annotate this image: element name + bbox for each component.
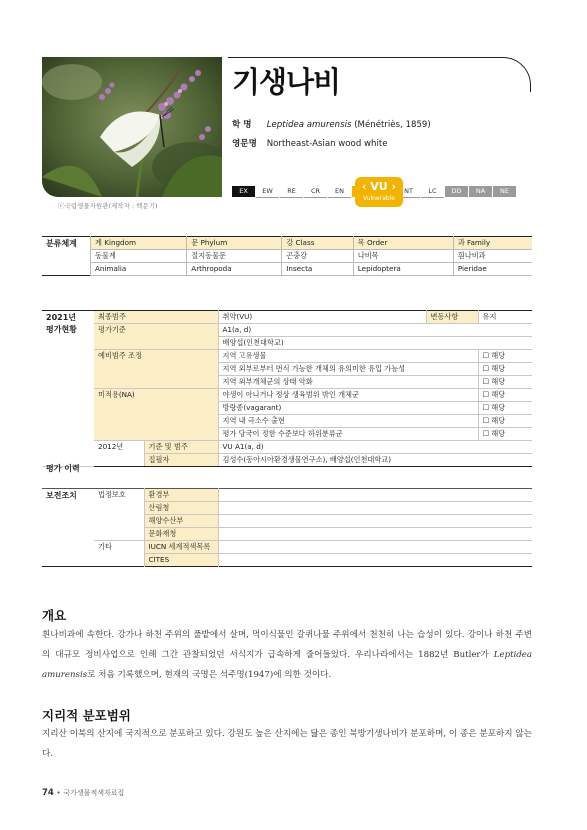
final-category-label: 최종범주: [94, 311, 218, 324]
overview-text-sci: Leptidea amurensis: [42, 650, 532, 680]
criteria-value: A1(a, d): [218, 324, 532, 337]
other-cites: CITES: [144, 554, 218, 567]
adjust-item-3: 지역 외부개체군의 상태 악화: [218, 376, 478, 389]
protection-label: 보전조치: [46, 491, 77, 500]
photo-credit: ⓒ국립생물자원관(제작자 : 백문기): [58, 202, 158, 210]
overview-heading: 개요: [42, 608, 67, 623]
assessment-year: 2021년: [46, 313, 76, 322]
status-re: RE: [280, 186, 303, 198]
tax-header-class: 강 Class: [282, 237, 353, 250]
tax-header-kingdom: 계 Kingdom: [91, 237, 187, 250]
book-title: 국가생물적색자료집: [63, 789, 125, 797]
history-label: 평가 이력: [46, 464, 80, 473]
status-lc: LC: [421, 186, 444, 198]
assessor-value: 배양섭(인천대학교): [218, 337, 532, 350]
tax-family-ko: 흰나비과: [453, 250, 532, 263]
na-item-3: 지역 내 극소수 출현: [218, 415, 478, 428]
scientific-name: Leptidea amurensis: [266, 120, 352, 130]
english-name-label: 영문명: [232, 139, 257, 149]
legal-forest-value: [218, 502, 532, 515]
legal-ocean: 해양수산부: [144, 515, 218, 528]
na-check-3[interactable]: ☐ 해당: [478, 415, 532, 428]
na-check-1[interactable]: ☐ 해당: [478, 389, 532, 402]
distribution-heading: 지리적 분포범위: [42, 708, 131, 723]
assessment-table: [42, 310, 532, 467]
status-ne: NE: [493, 186, 516, 197]
page-footer: [42, 788, 124, 798]
scientific-name-label: 학 명: [232, 120, 252, 130]
species-title: 기생나비: [232, 65, 341, 99]
criteria-label: 평가기준: [94, 324, 218, 350]
adjust-check-3[interactable]: ☐ 해당: [478, 376, 532, 389]
tax-order-latin: Lepidoptera: [353, 263, 453, 276]
adjust-check-2[interactable]: ☐ 해당: [478, 363, 532, 376]
tax-phylum-ko: 절지동물문: [187, 250, 282, 263]
chevron-left-icon: ‹: [361, 180, 371, 193]
history-category-label: 기준 및 범주: [144, 441, 218, 454]
current-status-code: VU: [370, 180, 388, 193]
current-status-label: Vulnerable: [363, 195, 395, 202]
legal-ocean-value: [218, 515, 532, 528]
status-nt: NT: [397, 186, 420, 198]
overview-text: [42, 625, 532, 685]
taxonomy-table: [42, 236, 532, 276]
english-name: Northeast-Asian wood white: [266, 139, 388, 149]
tax-header-family: 과 Family: [453, 237, 532, 250]
other-iucn: IUCN 세계적색목록: [144, 541, 218, 554]
other-protection-label: 기타: [98, 542, 112, 551]
page-number: 74: [42, 788, 54, 798]
tax-family-latin: Pieridae: [453, 263, 532, 276]
legal-moe: 환경부: [144, 489, 218, 502]
other-iucn-value: [218, 541, 532, 554]
history-author-label: 집필자: [144, 454, 218, 467]
distribution-text: 지리산 이북의 산지에 국지적으로 분포하고 있다. 강원도 높은 산지에는 닮은 종인 북방기생나비가 분포하며, 이 종은 분포하지 않는다.: [42, 729, 532, 759]
final-category-value: 취약(VU): [218, 311, 426, 324]
adjust-item-2: 지역 외부로부터 번식 가능한 개체의 유의미한 유입 가능성: [218, 363, 478, 376]
current-status-badge: [355, 177, 403, 207]
tax-class-ko: 곤충강: [282, 250, 353, 263]
na-item-4: 평가 당국이 정한 수준보다 하위분류군: [218, 428, 478, 441]
tax-class-latin: Insecta: [282, 263, 353, 276]
assessment-year-label: [42, 311, 94, 467]
na-item-2: 방랑종(vagarant): [218, 402, 478, 415]
history-year: 2012년: [94, 441, 144, 467]
tax-phylum-latin: Arthropoda: [187, 263, 282, 276]
status-en: EN: [328, 186, 351, 198]
other-cites-value: [218, 554, 532, 567]
scientific-name-row: [232, 118, 431, 130]
adjust-check-1[interactable]: ☐ 해당: [478, 350, 532, 363]
legal-moe-value: [218, 489, 532, 502]
protection-table: [42, 488, 532, 567]
legal-heritage: 문화재청: [144, 528, 218, 541]
tax-kingdom-latin: Animalia: [91, 263, 187, 276]
species-photo: [42, 57, 222, 197]
overview-text-2: 로 처음 기록했으며, 현재의 국명은 석주명(1947)에 의한 것이다.: [87, 670, 332, 680]
english-name-row: [232, 137, 388, 149]
tax-header-order: 목 Order: [353, 237, 453, 250]
history-author-value: 김성수(동아시아환경생물연구소), 배양섭(인천대학교): [218, 454, 532, 467]
scientific-author: (Ménétriès, 1859): [354, 120, 431, 130]
na-item-1: 야생이 아니거나 정상 생육범위 밖인 개체군: [218, 389, 478, 402]
status-na: NA: [469, 186, 492, 197]
legal-protection-label: 법정보호: [94, 489, 144, 541]
taxonomy-label: 분류체계: [46, 239, 77, 248]
chevron-right-icon: ›: [387, 180, 397, 193]
change-label: 변동사항: [426, 311, 478, 324]
change-value: 유지: [478, 311, 532, 324]
tax-order-ko: 나비목: [353, 250, 453, 263]
footer-dot: •: [56, 789, 61, 797]
tax-header-phylum: 문 Phylum: [187, 237, 282, 250]
status-ew: EW: [256, 186, 279, 198]
legal-forest: 산림청: [144, 502, 218, 515]
na-check-2[interactable]: ☐ 해당: [478, 402, 532, 415]
tax-kingdom-ko: 동물계: [91, 250, 187, 263]
status-ex: EX: [232, 186, 255, 197]
na-check-4[interactable]: ☐ 해당: [478, 428, 532, 441]
na-label: 미적용(NA): [94, 389, 218, 441]
status-dd: DD: [445, 186, 468, 197]
history-category-value: VU A1(a, d): [218, 441, 532, 454]
assessment-status-label: 평가현황: [46, 325, 77, 334]
overview-text-1: 흰나비과에 속한다. 강가나 하천 주위의 풀밭에서 살며, 먹이식물인 갈퀴나물 주위에서 천천히 나는 습성이 있다. 강이나 하천 주변의 대규모 정비사업으로 인해 그간 관찰되었던 서식지가 급속하게 줄어들었다. 우리나라에서는 1882년 Butler가: [42, 630, 532, 660]
adjust-item-1: 지역 고유생물: [218, 350, 478, 363]
status-cr: CR: [304, 186, 327, 198]
legal-heritage-value: [218, 528, 532, 541]
adjust-label: 예비범주 조정: [94, 350, 218, 389]
